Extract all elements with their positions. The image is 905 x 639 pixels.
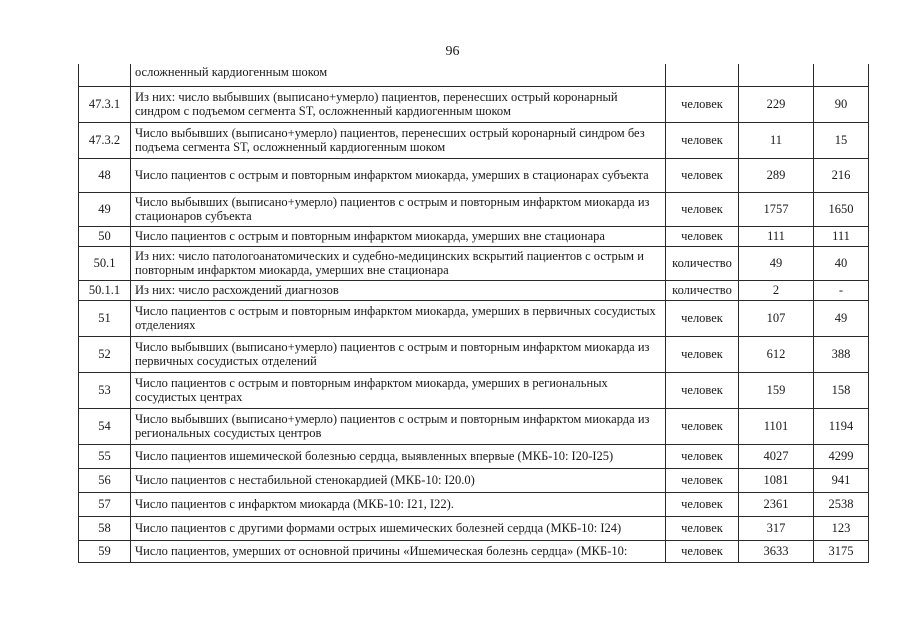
row-description-cell: Число выбывших (выписано+умерло) пациентов, перенесших острый коронарный синдром без подъема сегмента ST, осложненный кардиогенным шоком: [131, 122, 666, 158]
value-1-cell: 159: [739, 372, 814, 408]
row-number-cell: 54: [79, 408, 131, 444]
table-row: [79, 336, 869, 372]
value-1-cell: 1101: [739, 408, 814, 444]
value-1-cell: 289: [739, 158, 814, 192]
table-row: [79, 86, 869, 122]
table-row: [79, 372, 869, 408]
row-number-cell: 58: [79, 516, 131, 540]
value-1-cell: 2361: [739, 492, 814, 516]
value-1-cell: 229: [739, 86, 814, 122]
table-row: [79, 158, 869, 192]
table-row: [79, 192, 869, 226]
value-2-cell: 3175: [814, 540, 869, 562]
table-row: [79, 468, 869, 492]
row-description-cell: Число пациентов с другими формами острых ишемических болезней сердца (МКБ-10: I24): [131, 516, 666, 540]
row-number-cell: 57: [79, 492, 131, 516]
value-2-cell: 1194: [814, 408, 869, 444]
row-description-cell: Число выбывших (выписано+умерло) пациентов с острым и повторным инфарктом миокарда из первичных сосудистых отделений: [131, 336, 666, 372]
unit-cell: человек: [666, 336, 739, 372]
table-row: [79, 408, 869, 444]
value-2-cell: 40: [814, 246, 869, 280]
value-1-cell: 111: [739, 226, 814, 246]
table-row: [79, 122, 869, 158]
value-1-cell: 11: [739, 122, 814, 158]
unit-cell: количество: [666, 280, 739, 300]
row-description-cell: Из них: число расхождений диагнозов: [131, 280, 666, 300]
unit-cell: человек: [666, 86, 739, 122]
unit-cell: человек: [666, 540, 739, 562]
table-row: [79, 246, 869, 280]
value-2-cell: 90: [814, 86, 869, 122]
row-description-cell: Число пациентов ишемической болезнью сердца, выявленных впервые (МКБ-10: I20-I25): [131, 444, 666, 468]
value-1-cell: 1081: [739, 468, 814, 492]
row-number-cell: 49: [79, 192, 131, 226]
row-description-cell: Число пациентов с острым и повторным инфарктом миокарда, умерших вне стационара: [131, 226, 666, 246]
value-1-cell: 2: [739, 280, 814, 300]
row-description-cell: Число пациентов с острым и повторным инфарктом миокарда, умерших в стационарах субъекта: [131, 158, 666, 192]
row-number-cell: 50.1.1: [79, 280, 131, 300]
unit-cell: человек: [666, 192, 739, 226]
row-description-cell: осложненный кардиогенным шоком: [131, 64, 666, 86]
row-number-cell: 52: [79, 336, 131, 372]
statistics-table: [78, 64, 869, 563]
unit-cell: человек: [666, 372, 739, 408]
value-2-cell: 123: [814, 516, 869, 540]
row-number-cell: 47.3.1: [79, 86, 131, 122]
row-number-cell: 55: [79, 444, 131, 468]
row-description-cell: Число пациентов с нестабильной стенокардией (МКБ-10: I20.0): [131, 468, 666, 492]
value-1-cell: 317: [739, 516, 814, 540]
value-2-cell: 388: [814, 336, 869, 372]
value-2-cell: 158: [814, 372, 869, 408]
row-number-cell: 50.1: [79, 246, 131, 280]
value-2-cell: 15: [814, 122, 869, 158]
unit-cell: человек: [666, 408, 739, 444]
row-number-cell: [79, 64, 131, 86]
row-description-cell: Число пациентов с острым и повторным инфарктом миокарда, умерших в первичных сосудистых отделениях: [131, 300, 666, 336]
table-row: [79, 444, 869, 468]
value-2-cell: [814, 64, 869, 86]
value-1-cell: 612: [739, 336, 814, 372]
unit-cell: человек: [666, 468, 739, 492]
value-2-cell: -: [814, 280, 869, 300]
row-number-cell: 50: [79, 226, 131, 246]
unit-cell: [666, 64, 739, 86]
row-number-cell: 59: [79, 540, 131, 562]
row-number-cell: 51: [79, 300, 131, 336]
continuation-row: [79, 64, 869, 86]
row-number-cell: 53: [79, 372, 131, 408]
row-number-cell: 56: [79, 468, 131, 492]
table-row: [79, 280, 869, 300]
row-description-cell: Число выбывших (выписано+умерло) пациентов с острым и повторным инфарктом миокарда из региональных сосудистых центров: [131, 408, 666, 444]
value-2-cell: 4299: [814, 444, 869, 468]
value-1-cell: 1757: [739, 192, 814, 226]
value-1-cell: [739, 64, 814, 86]
row-description-cell: Число пациентов, умерших от основной причины «Ишемическая болезнь сердца» (МКБ-10:: [131, 540, 666, 562]
unit-cell: человек: [666, 226, 739, 246]
unit-cell: количество: [666, 246, 739, 280]
row-description-cell: Число пациентов с острым и повторным инфарктом миокарда, умерших в региональных сосудистых центрах: [131, 372, 666, 408]
value-2-cell: 216: [814, 158, 869, 192]
table-body: [79, 64, 869, 562]
row-description-cell: Число выбывших (выписано+умерло) пациентов с острым и повторным инфарктом миокарда из стационаров субъекта: [131, 192, 666, 226]
row-description-cell: Из них: число выбывших (выписано+умерло) пациентов, перенесших острый коронарный синдром с подъемом сегмента ST, осложненный кардиогенным шоком: [131, 86, 666, 122]
table-row: [79, 540, 869, 562]
value-1-cell: 49: [739, 246, 814, 280]
table-row: [79, 226, 869, 246]
value-2-cell: 49: [814, 300, 869, 336]
unit-cell: человек: [666, 516, 739, 540]
row-number-cell: 48: [79, 158, 131, 192]
unit-cell: человек: [666, 492, 739, 516]
value-1-cell: 4027: [739, 444, 814, 468]
table-row: [79, 492, 869, 516]
value-2-cell: 2538: [814, 492, 869, 516]
value-2-cell: 1650: [814, 192, 869, 226]
unit-cell: человек: [666, 122, 739, 158]
value-1-cell: 3633: [739, 540, 814, 562]
row-number-cell: 47.3.2: [79, 122, 131, 158]
table-row: [79, 516, 869, 540]
unit-cell: человек: [666, 444, 739, 468]
value-2-cell: 941: [814, 468, 869, 492]
page-number: 96: [445, 44, 460, 59]
value-1-cell: 107: [739, 300, 814, 336]
unit-cell: человек: [666, 158, 739, 192]
row-description-cell: Число пациентов с инфарктом миокарда (МКБ-10: I21, I22).: [131, 492, 666, 516]
value-2-cell: 111: [814, 226, 869, 246]
table-row: [79, 300, 869, 336]
row-description-cell: Из них: число патологоанатомических и судебно-медицинских вскрытий пациентов с острым и повторным инфарктом миокарда, умерших вне стационара: [131, 246, 666, 280]
unit-cell: человек: [666, 300, 739, 336]
